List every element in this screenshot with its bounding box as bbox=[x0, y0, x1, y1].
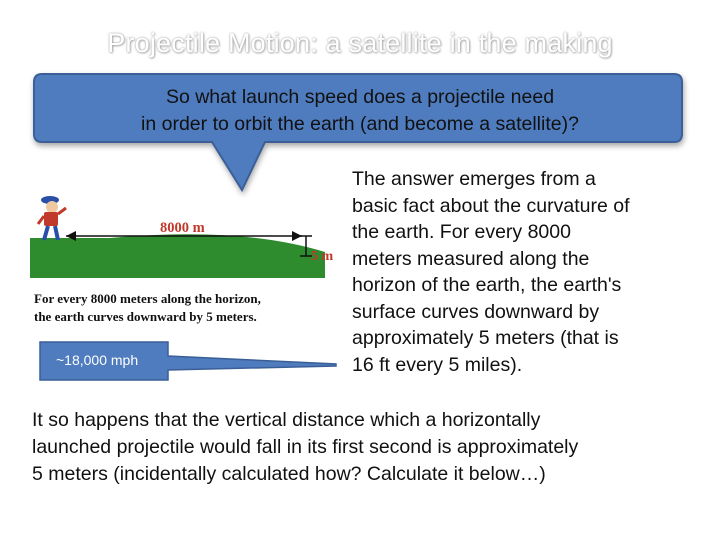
callout-line: So what launch speed does a projectile need bbox=[165, 86, 555, 108]
explanation-line: horizon of the earth, the earth's bbox=[352, 274, 622, 296]
explanation-line: 16 ft every 5 miles). bbox=[352, 353, 523, 376]
projectile-fall-paragraph bbox=[32, 407, 712, 488]
figure-caption-line: For every 8000 meters along the horizon, bbox=[34, 291, 261, 306]
explanation-line: the earth. For every 8000 bbox=[352, 221, 571, 243]
drop-label: 5 m bbox=[311, 249, 334, 264]
explanation-line: basic fact about the curvature of bbox=[352, 194, 630, 217]
figure-caption bbox=[34, 290, 334, 326]
paragraph-line: 5 meters (incidentally calculated how? Calculate it below…) bbox=[32, 463, 546, 485]
curvature-explanation bbox=[352, 166, 692, 378]
explanation-line: approximately 5 meters (that is bbox=[352, 327, 619, 349]
distance-label: 8000 m bbox=[160, 220, 205, 236]
speed-label: ~18,000 mph bbox=[56, 352, 139, 368]
explanation-line: The answer emerges from a bbox=[352, 168, 596, 190]
slide-title: Projectile Motion: a satellite in the making bbox=[107, 28, 613, 58]
paragraph-line: launched projectile would fall in its first second is approximately bbox=[32, 436, 579, 458]
explanation-line: meters measured along the bbox=[352, 247, 590, 270]
earth-ground-shape bbox=[30, 234, 325, 278]
callout-line: in order to orbit the earth (and become a satellite)? bbox=[141, 113, 579, 135]
explanation-line: surface curves downward by bbox=[352, 300, 600, 323]
person-figure-icon bbox=[38, 196, 66, 240]
figure-caption-line: the earth curves downward by 5 meters. bbox=[34, 309, 257, 324]
paragraph-line: It so happens that the vertical distance which a horizontally bbox=[32, 409, 541, 431]
